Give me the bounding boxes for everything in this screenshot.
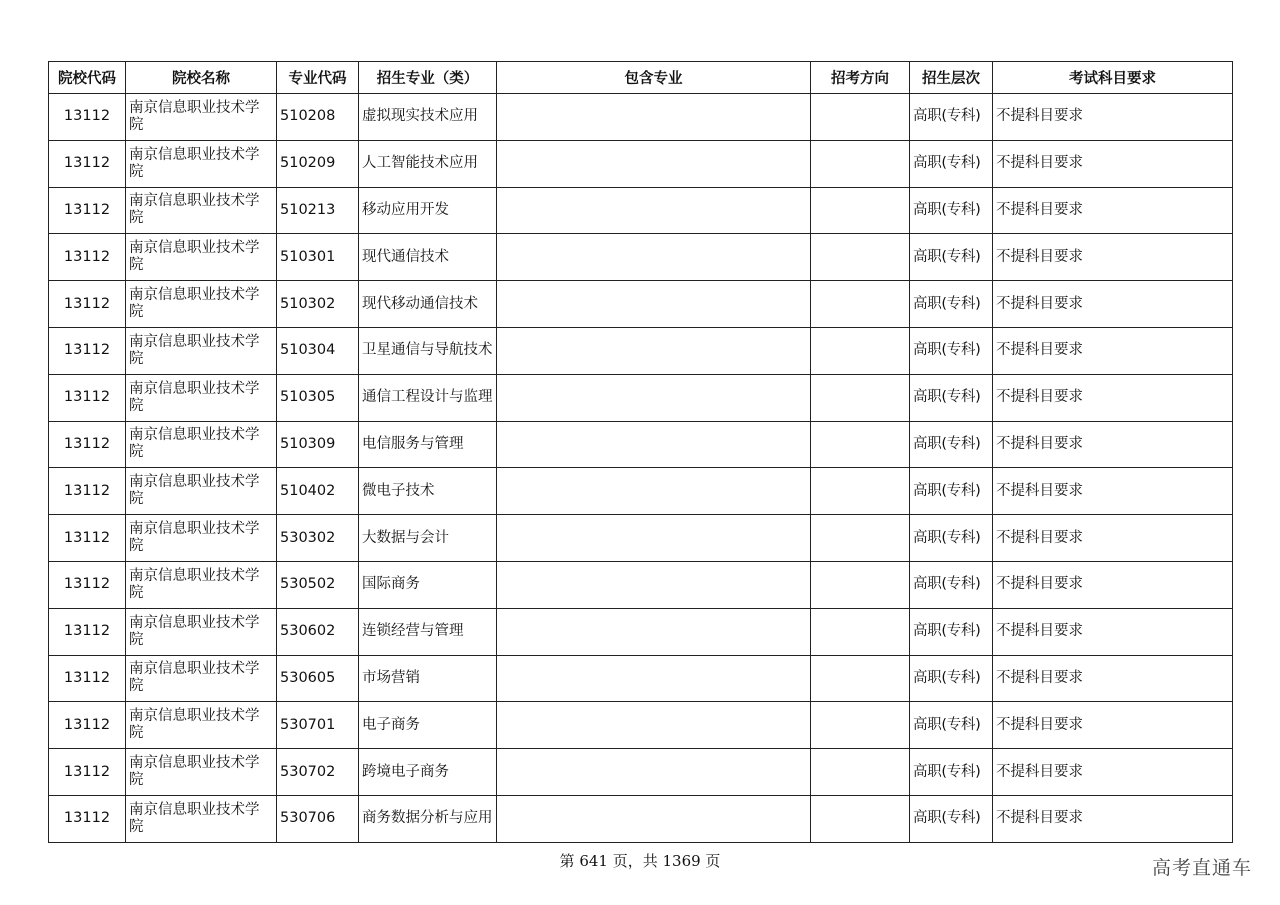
cell-direction xyxy=(811,561,910,608)
cell-direction xyxy=(811,515,910,562)
cell-major-code: 510209 xyxy=(277,140,359,187)
cell-requirement: 不提科目要求 xyxy=(993,421,1233,468)
cell-level: 高职(专科) xyxy=(910,702,993,749)
cell-included-majors xyxy=(497,234,811,281)
cell-level: 高职(专科) xyxy=(910,140,993,187)
cell-direction xyxy=(811,374,910,421)
cell-major-code: 530502 xyxy=(277,561,359,608)
cell-major-code: 510304 xyxy=(277,327,359,374)
cell-school-code: 13112 xyxy=(49,749,126,796)
table-row xyxy=(49,561,1233,608)
header-requirement: 考试科目要求 xyxy=(993,62,1233,94)
watermark-logo-text: 高考直通车 xyxy=(1151,857,1252,879)
table-row xyxy=(49,140,1233,187)
cell-major: 微电子技术 xyxy=(359,468,497,515)
cell-included-majors xyxy=(497,140,811,187)
cell-included-majors xyxy=(497,187,811,234)
cell-included-majors xyxy=(497,468,811,515)
table-row xyxy=(49,702,1233,749)
cell-direction xyxy=(811,749,910,796)
cell-major: 连锁经营与管理 xyxy=(359,608,497,655)
cell-direction xyxy=(811,468,910,515)
cell-major: 电信服务与管理 xyxy=(359,421,497,468)
table-row xyxy=(49,187,1233,234)
cell-major: 移动应用开发 xyxy=(359,187,497,234)
cell-school-name: 南京信息职业技术学院 xyxy=(126,655,277,702)
cell-requirement: 不提科目要求 xyxy=(993,94,1233,141)
cell-school-name: 南京信息职业技术学院 xyxy=(126,187,277,234)
table-row xyxy=(49,374,1233,421)
cell-school-code: 13112 xyxy=(49,94,126,141)
cell-included-majors xyxy=(497,421,811,468)
cell-major: 商务数据分析与应用 xyxy=(359,795,497,842)
cell-major: 人工智能技术应用 xyxy=(359,140,497,187)
cell-school-code: 13112 xyxy=(49,515,126,562)
table-body xyxy=(49,94,1233,843)
cell-included-majors xyxy=(497,374,811,421)
cell-school-code: 13112 xyxy=(49,234,126,281)
cell-level: 高职(专科) xyxy=(910,234,993,281)
cell-major-code: 530701 xyxy=(277,702,359,749)
cell-school-name: 南京信息职业技术学院 xyxy=(126,94,277,141)
cell-major: 跨境电子商务 xyxy=(359,749,497,796)
cell-school-name: 南京信息职业技术学院 xyxy=(126,468,277,515)
cell-major: 大数据与会计 xyxy=(359,515,497,562)
cell-requirement: 不提科目要求 xyxy=(993,140,1233,187)
cell-school-code: 13112 xyxy=(49,561,126,608)
table-row xyxy=(49,608,1233,655)
cell-major-code: 530605 xyxy=(277,655,359,702)
cell-major: 现代通信技术 xyxy=(359,234,497,281)
cell-included-majors xyxy=(497,702,811,749)
cell-direction xyxy=(811,187,910,234)
cell-included-majors xyxy=(497,281,811,328)
cell-school-name: 南京信息职业技术学院 xyxy=(126,702,277,749)
cell-level: 高职(专科) xyxy=(910,655,993,702)
cell-level: 高职(专科) xyxy=(910,608,993,655)
cell-school-name: 南京信息职业技术学院 xyxy=(126,421,277,468)
header-direction: 招考方向 xyxy=(811,62,910,94)
cell-major-code: 510208 xyxy=(277,94,359,141)
cell-school-code: 13112 xyxy=(49,421,126,468)
cell-direction xyxy=(811,608,910,655)
cell-direction xyxy=(811,234,910,281)
cell-level: 高职(专科) xyxy=(910,421,993,468)
cell-direction xyxy=(811,655,910,702)
table-row xyxy=(49,234,1233,281)
cell-requirement: 不提科目要求 xyxy=(993,749,1233,796)
cell-school-code: 13112 xyxy=(49,702,126,749)
cell-school-name: 南京信息职业技术学院 xyxy=(126,795,277,842)
cell-included-majors xyxy=(497,515,811,562)
cell-included-majors xyxy=(497,327,811,374)
cell-school-code: 13112 xyxy=(49,327,126,374)
cell-major: 电子商务 xyxy=(359,702,497,749)
cell-requirement: 不提科目要求 xyxy=(993,655,1233,702)
cell-direction xyxy=(811,795,910,842)
table-row xyxy=(49,468,1233,515)
admissions-table xyxy=(48,61,1233,843)
cell-major-code: 510309 xyxy=(277,421,359,468)
cell-level: 高职(专科) xyxy=(910,515,993,562)
cell-level: 高职(专科) xyxy=(910,468,993,515)
cell-requirement: 不提科目要求 xyxy=(993,281,1233,328)
cell-requirement: 不提科目要求 xyxy=(993,468,1233,515)
cell-school-code: 13112 xyxy=(49,795,126,842)
cell-school-name: 南京信息职业技术学院 xyxy=(126,515,277,562)
cell-level: 高职(专科) xyxy=(910,281,993,328)
cell-level: 高职(专科) xyxy=(910,374,993,421)
cell-included-majors xyxy=(497,561,811,608)
table-row xyxy=(49,515,1233,562)
table-row xyxy=(49,749,1233,796)
cell-requirement: 不提科目要求 xyxy=(993,608,1233,655)
cell-direction xyxy=(811,281,910,328)
cell-school-name: 南京信息职业技术学院 xyxy=(126,140,277,187)
cell-direction xyxy=(811,702,910,749)
cell-major-code: 530702 xyxy=(277,749,359,796)
cell-level: 高职(专科) xyxy=(910,327,993,374)
cell-major-code: 510213 xyxy=(277,187,359,234)
table-row xyxy=(49,327,1233,374)
cell-school-code: 13112 xyxy=(49,608,126,655)
cell-major-code: 530602 xyxy=(277,608,359,655)
cell-school-name: 南京信息职业技术学院 xyxy=(126,234,277,281)
cell-major: 市场营销 xyxy=(359,655,497,702)
cell-school-name: 南京信息职业技术学院 xyxy=(126,561,277,608)
cell-school-code: 13112 xyxy=(49,468,126,515)
cell-requirement: 不提科目要求 xyxy=(993,234,1233,281)
cell-school-name: 南京信息职业技术学院 xyxy=(126,608,277,655)
cell-school-code: 13112 xyxy=(49,281,126,328)
cell-school-name: 南京信息职业技术学院 xyxy=(126,374,277,421)
cell-requirement: 不提科目要求 xyxy=(993,561,1233,608)
cell-major-code: 510305 xyxy=(277,374,359,421)
table-row xyxy=(49,795,1233,842)
cell-included-majors xyxy=(497,94,811,141)
cell-major-code: 510301 xyxy=(277,234,359,281)
cell-requirement: 不提科目要求 xyxy=(993,187,1233,234)
cell-level: 高职(专科) xyxy=(910,94,993,141)
cell-major: 卫星通信与导航技术 xyxy=(359,327,497,374)
cell-included-majors xyxy=(497,749,811,796)
cell-included-majors xyxy=(497,608,811,655)
header-level: 招生层次 xyxy=(910,62,993,94)
cell-level: 高职(专科) xyxy=(910,561,993,608)
cell-school-code: 13112 xyxy=(49,655,126,702)
header-major-code: 专业代码 xyxy=(277,62,359,94)
cell-direction xyxy=(811,421,910,468)
cell-included-majors xyxy=(497,655,811,702)
cell-major-code: 510302 xyxy=(277,281,359,328)
cell-requirement: 不提科目要求 xyxy=(993,327,1233,374)
header-school-name: 院校名称 xyxy=(126,62,277,94)
cell-level: 高职(专科) xyxy=(910,187,993,234)
cell-school-name: 南京信息职业技术学院 xyxy=(126,749,277,796)
cell-major-code: 530302 xyxy=(277,515,359,562)
table-row xyxy=(49,281,1233,328)
cell-level: 高职(专科) xyxy=(910,795,993,842)
cell-school-name: 南京信息职业技术学院 xyxy=(126,281,277,328)
cell-major-code: 530706 xyxy=(277,795,359,842)
cell-school-code: 13112 xyxy=(49,140,126,187)
header-major: 招生专业（类） xyxy=(359,62,497,94)
header-included-majors: 包含专业 xyxy=(497,62,811,94)
cell-major: 通信工程设计与监理 xyxy=(359,374,497,421)
cell-direction xyxy=(811,140,910,187)
cell-school-code: 13112 xyxy=(49,374,126,421)
cell-school-name: 南京信息职业技术学院 xyxy=(126,327,277,374)
cell-requirement: 不提科目要求 xyxy=(993,795,1233,842)
page-number: 第 641 页，共 1369 页 xyxy=(559,852,721,870)
cell-major: 现代移动通信技术 xyxy=(359,281,497,328)
cell-included-majors xyxy=(497,795,811,842)
cell-major: 国际商务 xyxy=(359,561,497,608)
table-row xyxy=(49,421,1233,468)
cell-requirement: 不提科目要求 xyxy=(993,374,1233,421)
cell-level: 高职(专科) xyxy=(910,749,993,796)
table-header-row xyxy=(49,62,1233,94)
table-row xyxy=(49,655,1233,702)
cell-direction xyxy=(811,94,910,141)
cell-requirement: 不提科目要求 xyxy=(993,515,1233,562)
cell-school-code: 13112 xyxy=(49,187,126,234)
cell-direction xyxy=(811,327,910,374)
cell-major: 虚拟现实技术应用 xyxy=(359,94,497,141)
header-school-code: 院校代码 xyxy=(49,62,126,94)
table-row xyxy=(49,94,1233,141)
cell-major-code: 510402 xyxy=(277,468,359,515)
cell-requirement: 不提科目要求 xyxy=(993,702,1233,749)
